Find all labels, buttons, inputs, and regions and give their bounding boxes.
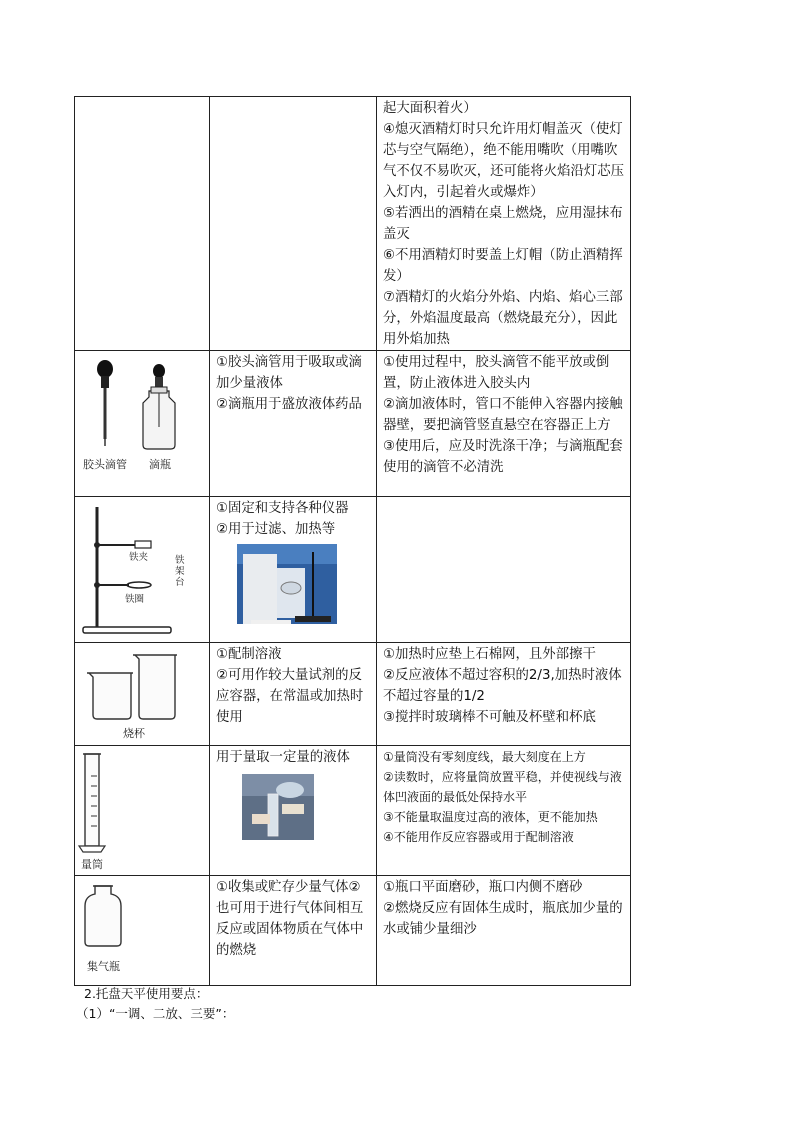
- use-text: ①固定和支持各种仪器: [216, 501, 349, 516]
- stand-caption: 铁架台: [175, 555, 185, 588]
- image-cell: [75, 351, 210, 497]
- gas-jar-caption: 集气瓶: [87, 960, 120, 973]
- use-text: ②滴瓶用于盛放液体药品: [216, 397, 362, 412]
- note-text: ①量筒没有零刻度线，最大刻度在上方: [383, 750, 586, 764]
- table-row: [75, 351, 631, 497]
- table-row: [75, 497, 631, 643]
- beaker-caption: 烧杯: [123, 727, 145, 740]
- table-row: [75, 97, 631, 351]
- note-text: ⑦酒精灯的火焰分外焰、内焰、焰心三部分，外焰温度最高（燃烧最充分），因此用外焰加热: [383, 290, 623, 347]
- note-text: ③不能量取温度过高的液体，更不能加热: [383, 810, 598, 824]
- use-text: ①胶头滴管用于吸取或滴加少量液体: [216, 355, 362, 391]
- use-cell: [210, 746, 377, 876]
- note-text: ①瓶口平面磨砂，瓶口内侧不磨砂: [383, 880, 583, 895]
- note-text: 起大面积着火）: [383, 101, 477, 116]
- sub-heading: （1）“一调、二放、三要”：: [76, 1006, 235, 1021]
- note-text: ⑤若洒出的酒精在桌上燃烧，应用湿抹布盖灭: [383, 206, 623, 242]
- use-text: ②可用作较大量试剂的反应容器，在常温或加热时使用: [216, 668, 364, 725]
- notes-cell: [377, 351, 631, 497]
- image-cell: [75, 97, 210, 351]
- note-text: ③使用后，应及时洗涤干净；与滴瓶配套使用的滴管不必清洗: [383, 439, 623, 475]
- note-text: ①加热时应垫上石棉网，且外部擦干: [383, 647, 596, 662]
- iron-stand-illustration: [75, 497, 209, 643]
- use-text: 用于量取一定量的液体: [216, 750, 350, 765]
- note-text: ②燃烧反应有固体生成时，瓶底加少量的水或铺少量细沙: [383, 901, 623, 937]
- table-row: [75, 643, 631, 746]
- notes-cell: [377, 746, 631, 876]
- use-cell: [210, 97, 377, 351]
- table-row: [75, 876, 631, 986]
- filtration-photo: [237, 544, 337, 624]
- note-text: ②反应液体不超过容积的2/3,加热时液体不超过容量的1/2: [383, 668, 622, 704]
- dropper-caption: 胶头滴管: [83, 458, 127, 471]
- notes-cell: [377, 643, 631, 746]
- note-text: ④熄灭酒精灯时只允许用灯帽盖灭（使灯芯与空气隔绝），绝不能用嘴吹（用嘴吹气不仅不易吹灭，还可能将火焰沿灯芯压入灯内，引起着火或爆炸）: [383, 122, 625, 200]
- instrument-table: [74, 96, 631, 986]
- use-cell: [210, 497, 377, 643]
- table-row: [75, 746, 631, 876]
- use-cell: [210, 643, 377, 746]
- measuring-photo: [242, 774, 314, 840]
- notes-cell: [377, 497, 631, 643]
- image-cell: [75, 643, 210, 746]
- image-cell: [75, 746, 210, 876]
- use-text: ②用于过滤、加热等: [216, 522, 336, 537]
- image-cell: [75, 876, 210, 986]
- note-text: ②滴加液体时，管口不能伸入容器内接触器壁，要把滴管竖直悬空在容器正上方: [383, 397, 623, 433]
- note-text: ③搅拌时玻璃棒不可触及杯壁和杯底: [383, 710, 596, 725]
- section-heading: 2.托盘天平使用要点：: [84, 986, 209, 1001]
- cylinder-caption: 量筒: [81, 858, 103, 871]
- note-text: ④不能用作反应容器或用于配制溶液: [383, 830, 574, 844]
- ring-caption: 铁圈: [125, 594, 145, 605]
- bottle-caption: 滴瓶: [149, 458, 171, 471]
- note-text: ⑥不用酒精灯时要盖上灯帽（防止酒精挥发）: [383, 248, 623, 284]
- use-cell: [210, 351, 377, 497]
- use-text: ①收集或贮存少量气体②也可用于进行气体间相互反应或固体物质在气体中的燃烧: [216, 880, 364, 958]
- use-text: ①配制溶液: [216, 647, 282, 662]
- dropper-illustration: [75, 351, 209, 497]
- note-text: ②读数时，应将量筒放置平稳，并使视线与液体凹液面的最低处保持水平: [383, 770, 622, 804]
- image-cell: [75, 497, 210, 643]
- clamp-caption: 铁夹: [129, 552, 149, 563]
- notes-cell: [377, 97, 631, 351]
- note-text: ①使用过程中，胶头滴管不能平放或倒置，防止液体进入胶头内: [383, 355, 610, 391]
- notes-cell: [377, 876, 631, 986]
- use-cell: [210, 876, 377, 986]
